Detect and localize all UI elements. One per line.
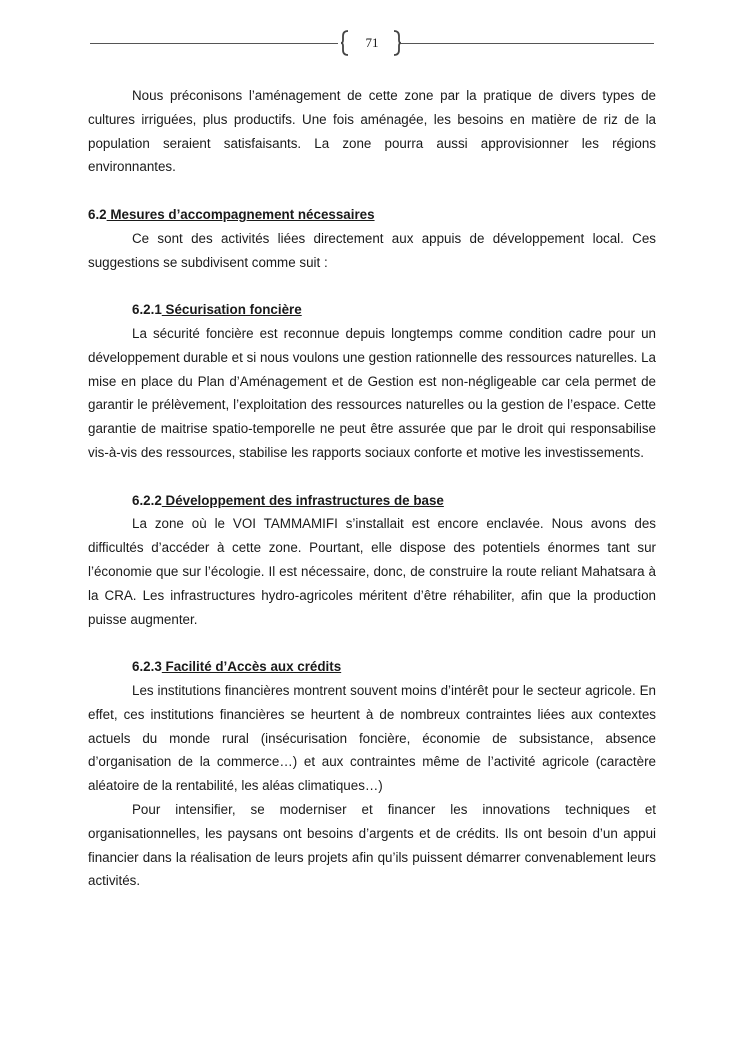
page-number: 71 (365, 35, 379, 50)
section-number: 6.2.1 (132, 302, 162, 318)
section-6-2-1-paragraph: La sécurité foncière est reconnue depuis longtemps comme condition cadre pour un développement durable et si nous voulons une gestion rationnelle des ressources naturelles. La mise en place du Plan d’Aménagement et de Gestion est non-négligeable car cela permet de garantir le prélèvement, l’exploitation des ressources naturelles ou la gestion de l’espace. Cette garantie de maitrise spatio-temporelle ne peut être assurée que par le droit qui responsabilise vis-à-vis des ressources, stabilise les rapports sociaux conforte et motive les investissements. (88, 325, 656, 460)
left-brace-icon (340, 30, 350, 56)
section-6-2-2-paragraph: La zone où le VOI TAMMAMIFI s’installait est encore enclavée. Nous avons des difficultés d’accéder à cette zone. Pourtant, elle dispose des potentiels énormes tant sur l’économie que sur l’écologie. Il est nécessaire, donc, de construire la route reliant Mahatsara à la CRA. Les infrastructures hydro-agricoles méritent d’être réhabiliter, afin que la production puisse augmenter. (88, 516, 656, 627)
section-number: 6.2.3 (132, 659, 162, 675)
section-title: Facilité d’Accès aux crédits (161, 659, 342, 675)
section-6-2-3-paragraph-2: Pour intensifier, se moderniser et financer les innovations techniques et organisationnelles, les paysans ont besoins d’argents et de crédits. Ils ont besoin d’un appui financier dans la réalisation de leurs projets afin qu’ils puissent démarrer convenablement leurs activités. (88, 801, 656, 889)
section-6-2-3-paragraph-1: Les institutions financières montrent souvent moins d’intérêt pour le secteur agricole. En effet, ces institutions financières se heurtent à de nombreux contraintes liées aux contextes actuels du monde rural (insécurisation foncière, économie de subsistance, absence d’organisation de la commerce…) et aux contraintes même de l’activité agricole (caractère aléatoire de la rentabilité, les aléas climatiques…) (88, 682, 656, 794)
section-title: Sécurisation foncière (161, 302, 302, 318)
section-heading-6-2 (88, 203, 656, 227)
body-text (88, 84, 656, 893)
section-6-2-paragraph: Ce sont des activités liées directement aux appuis de développement local. Ces suggestions se subdivisent comme suit : (88, 230, 656, 270)
section-heading-6-2-3 (132, 655, 656, 679)
section-heading-6-2-1 (132, 298, 656, 322)
header-rule-left (90, 43, 338, 44)
section-number: 6.2 (88, 206, 107, 222)
section-number: 6.2.2 (132, 492, 162, 508)
section-title: Mesures d’accompagnement nécessaires (106, 206, 375, 222)
intro-paragraph: Nous préconisons l’aménagement de cette zone par la pratique de divers types de cultures irriguées, plus productifs. Une fois aménagée, les besoins en matière de riz de la population seraient satisfaisants. La zone pourra aussi approvisionner les régions environnantes. (88, 88, 656, 175)
header-rule-right (401, 43, 654, 44)
section-heading-6-2-2 (132, 489, 656, 513)
section-title: Développement des infrastructures de base (161, 492, 444, 508)
